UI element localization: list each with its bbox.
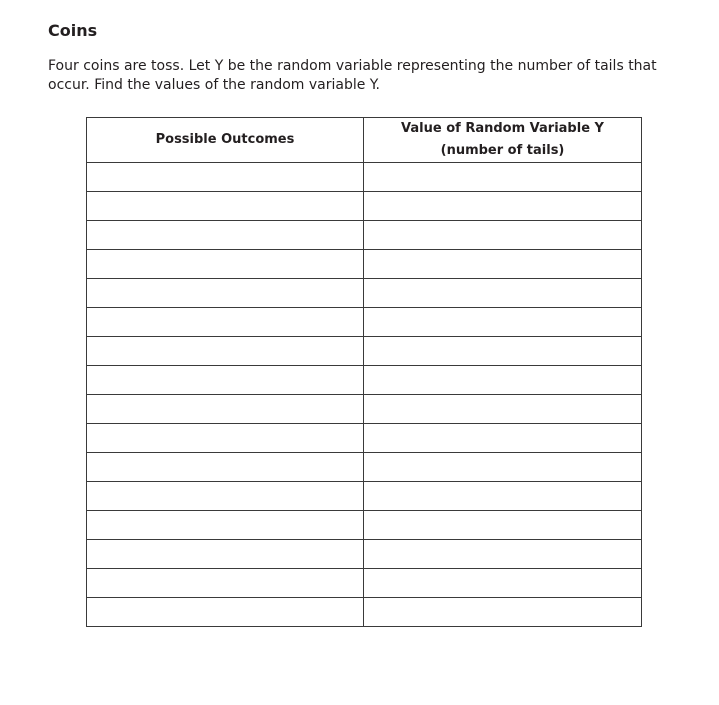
possible-outcomes-header — [87, 118, 364, 163]
outcome-cell[interactable] — [87, 337, 364, 366]
table-row — [87, 482, 642, 511]
table-row — [87, 337, 642, 366]
value-cell[interactable] — [364, 192, 642, 221]
outcome-cell[interactable] — [87, 540, 364, 569]
problem-statement: Four coins are toss. Let Y be the random variable representing the number of tails that occur. Find the values of the random variable Y. — [48, 58, 657, 93]
outcomes-table — [86, 117, 642, 627]
table-row — [87, 540, 642, 569]
outcome-cell[interactable] — [87, 221, 364, 250]
outcome-cell[interactable] — [87, 192, 364, 221]
table-row — [87, 221, 642, 250]
outcome-cell[interactable] — [87, 163, 364, 192]
value-cell[interactable] — [364, 221, 642, 250]
table-row — [87, 395, 642, 424]
table-row — [87, 598, 642, 627]
table-row — [87, 308, 642, 337]
outcome-cell[interactable] — [87, 250, 364, 279]
value-cell[interactable] — [364, 163, 642, 192]
outcome-cell[interactable] — [87, 366, 364, 395]
value-cell[interactable] — [364, 366, 642, 395]
value-cell[interactable] — [364, 308, 642, 337]
value-cell[interactable] — [364, 453, 642, 482]
table-row — [87, 192, 642, 221]
outcome-cell[interactable] — [87, 308, 364, 337]
value-cell[interactable] — [364, 569, 642, 598]
outcome-cell[interactable] — [87, 453, 364, 482]
table-row — [87, 569, 642, 598]
value-cell[interactable] — [364, 482, 642, 511]
possible-outcomes-label: Possible Outcomes — [155, 132, 295, 147]
table-row — [87, 250, 642, 279]
table-row — [87, 279, 642, 308]
table-row — [87, 366, 642, 395]
table-row — [87, 453, 642, 482]
outcome-cell[interactable] — [87, 424, 364, 453]
table-row — [87, 163, 642, 192]
value-cell[interactable] — [364, 598, 642, 627]
outcome-cell[interactable] — [87, 482, 364, 511]
outcome-cell[interactable] — [87, 395, 364, 424]
value-cell[interactable] — [364, 250, 642, 279]
random-variable-label: Value of Random Variable Y — [401, 121, 604, 136]
number-of-tails-label: (number of tails) — [440, 143, 565, 158]
value-cell[interactable] — [364, 337, 642, 366]
outcome-cell[interactable] — [87, 598, 364, 627]
table-row — [87, 511, 642, 540]
worksheet-title: Coins — [48, 21, 98, 40]
outcome-cell[interactable] — [87, 569, 364, 598]
value-cell[interactable] — [364, 424, 642, 453]
outcome-cell[interactable] — [87, 279, 364, 308]
table-header-row — [87, 118, 642, 163]
random-variable-header — [364, 118, 642, 163]
value-cell[interactable] — [364, 279, 642, 308]
value-cell[interactable] — [364, 540, 642, 569]
table-row — [87, 424, 642, 453]
value-cell[interactable] — [364, 395, 642, 424]
value-cell[interactable] — [364, 511, 642, 540]
outcome-cell[interactable] — [87, 511, 364, 540]
